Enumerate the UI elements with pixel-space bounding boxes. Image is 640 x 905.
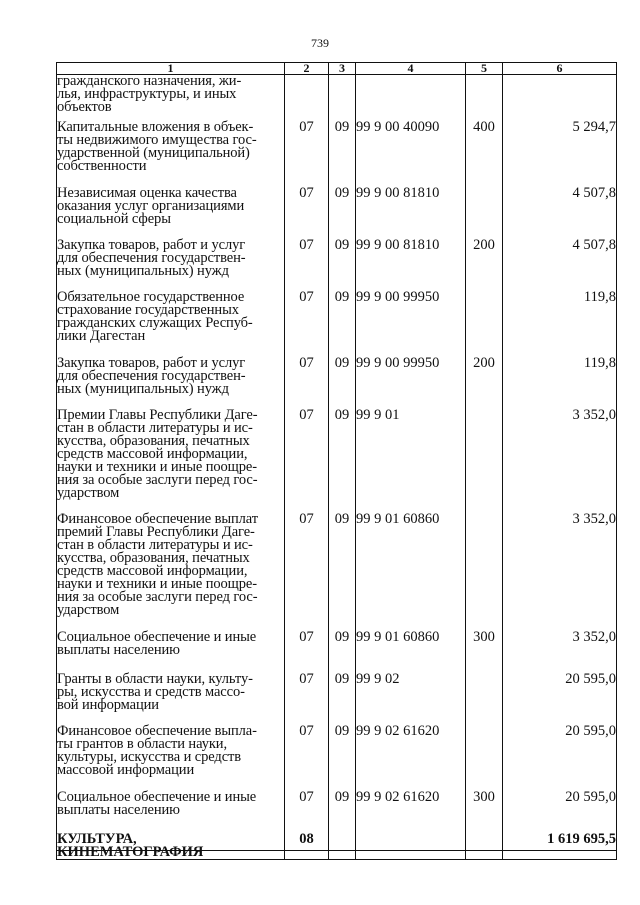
row-expense-type-code: 400	[466, 121, 503, 187]
column-header-1: 1	[57, 63, 285, 75]
row-amount: 3 352,0	[503, 409, 617, 513]
table-row	[57, 239, 617, 291]
row-name: Социальное обеспечение и иные выплаты населению	[57, 791, 285, 829]
row-subsection-code: 09	[329, 239, 356, 291]
row-section-code: 08	[285, 829, 329, 860]
row-amount: 20 595,0	[503, 725, 617, 791]
table-row	[57, 791, 617, 829]
row-expense-type-code: 200	[466, 239, 503, 291]
row-target-article-code: 99 9 00 81810	[356, 187, 466, 239]
row-target-article-code: 99 9 00 99950	[356, 291, 466, 357]
row-section-code: 07	[285, 791, 329, 829]
row-name: Независимая оценка качества оказания услуг организациями социальной сферы	[57, 187, 285, 239]
row-name: Финансовое обеспечение выплат премий Главы Республики Даге- стан в области литературы и ис- кусства, образования, печатных средств массовой информации, науки и техники и иные поощре- ния за особые заслуги перед гос- ударством	[57, 513, 285, 631]
row-subsection-code: 09	[329, 409, 356, 513]
row-amount: 119,8	[503, 291, 617, 357]
row-subsection-code: 09	[329, 357, 356, 409]
row-expense-type-code	[466, 673, 503, 725]
row-section-code: 07	[285, 187, 329, 239]
row-expense-type-code	[466, 187, 503, 239]
column-header-3: 3	[329, 63, 356, 75]
row-expense-type-code	[466, 829, 503, 860]
row-amount: 5 294,7	[503, 121, 617, 187]
table-row	[57, 357, 617, 409]
row-name: Капитальные вложения в объек- ты недвижимого имущества гос- ударственной (муниципальной) собственности	[57, 121, 285, 187]
row-target-article-code	[356, 829, 466, 860]
row-section-code: 07	[285, 357, 329, 409]
row-target-article-code: 99 9 02 61620	[356, 725, 466, 791]
row-target-article-code: 99 9 02	[356, 673, 466, 725]
row-section-code: 07	[285, 409, 329, 513]
row-section-code	[285, 75, 329, 121]
row-section-code: 07	[285, 121, 329, 187]
table-row	[57, 513, 617, 631]
row-expense-type-code	[466, 75, 503, 121]
row-name: Обязательное государственное страхование государственных гражданских служащих Респуб- лики Дагестан	[57, 291, 285, 357]
row-name: КУЛЬТУРА, КИНЕМАТОГРАФИЯ	[57, 829, 285, 860]
row-subsection-code	[329, 75, 356, 121]
row-amount: 4 507,8	[503, 239, 617, 291]
row-name: Финансовое обеспечение выпла- ты грантов в области науки, культуры, искусства и средств массовой информации	[57, 725, 285, 791]
table-row	[57, 409, 617, 513]
row-section-code: 07	[285, 513, 329, 631]
row-section-code: 07	[285, 673, 329, 725]
row-section-code: 07	[285, 291, 329, 357]
row-expense-type-code: 300	[466, 631, 503, 673]
column-header-5: 5	[466, 63, 503, 75]
table-row	[57, 631, 617, 673]
row-name: Гранты в области науки, культу- ры, искусства и средств массо- вой информации	[57, 673, 285, 725]
row-subsection-code: 09	[329, 791, 356, 829]
table-row	[57, 187, 617, 239]
row-subsection-code: 09	[329, 291, 356, 357]
row-target-article-code: 99 9 00 99950	[356, 357, 466, 409]
row-subsection-code: 09	[329, 187, 356, 239]
budget-table	[56, 62, 617, 860]
row-expense-type-code	[466, 725, 503, 791]
row-expense-type-code	[466, 291, 503, 357]
page-number: 739	[311, 36, 329, 50]
column-header-2: 2	[285, 63, 329, 75]
row-name: Социальное обеспечение и иные выплаты населению	[57, 631, 285, 673]
table-row	[57, 673, 617, 725]
section-total-row	[57, 829, 617, 860]
row-target-article-code: 99 9 01 60860	[356, 513, 466, 631]
row-name: гражданского назначения, жи- лья, инфраструктуры, и иных объектов	[57, 75, 285, 121]
row-amount	[503, 75, 617, 121]
row-subsection-code: 09	[329, 121, 356, 187]
row-subsection-code: 09	[329, 631, 356, 673]
row-target-article-code: 99 9 02 61620	[356, 791, 466, 829]
row-amount: 1 619 695,5	[503, 829, 617, 860]
row-subsection-code: 09	[329, 673, 356, 725]
row-amount: 119,8	[503, 357, 617, 409]
row-target-article-code: 99 9 00 40090	[356, 121, 466, 187]
row-target-article-code: 99 9 01 60860	[356, 631, 466, 673]
column-header-6: 6	[503, 63, 617, 75]
row-expense-type-code	[466, 409, 503, 513]
row-section-code: 07	[285, 631, 329, 673]
table-body	[57, 75, 617, 860]
row-section-code: 07	[285, 239, 329, 291]
row-subsection-code: 09	[329, 725, 356, 791]
row-expense-type-code	[466, 513, 503, 631]
table-row	[57, 725, 617, 791]
column-header-4: 4	[356, 63, 466, 75]
row-name: Закупка товаров, работ и услуг для обеспечения государствен- ных (муниципальных) нужд	[57, 239, 285, 291]
row-name: Закупка товаров, работ и услуг для обеспечения государствен- ных (муниципальных) нужд	[57, 357, 285, 409]
row-expense-type-code: 300	[466, 791, 503, 829]
table-row	[57, 75, 617, 121]
row-subsection-code	[329, 829, 356, 860]
table-row	[57, 121, 617, 187]
row-target-article-code	[356, 75, 466, 121]
row-amount: 3 352,0	[503, 631, 617, 673]
table-row	[57, 291, 617, 357]
row-target-article-code: 99 9 01	[356, 409, 466, 513]
row-subsection-code: 09	[329, 513, 356, 631]
row-name: Премии Главы Республики Даге- стан в области литературы и ис- кусства, образования, печатных средств массовой информации, науки и техники и иные поощре- ния за особые заслуги перед гос- ударством	[57, 409, 285, 513]
row-amount: 3 352,0	[503, 513, 617, 631]
row-target-article-code: 99 9 00 81810	[356, 239, 466, 291]
row-amount: 20 595,0	[503, 673, 617, 725]
row-section-code: 07	[285, 725, 329, 791]
bottom-rule	[56, 850, 616, 851]
row-amount: 4 507,8	[503, 187, 617, 239]
row-amount: 20 595,0	[503, 791, 617, 829]
row-expense-type-code: 200	[466, 357, 503, 409]
